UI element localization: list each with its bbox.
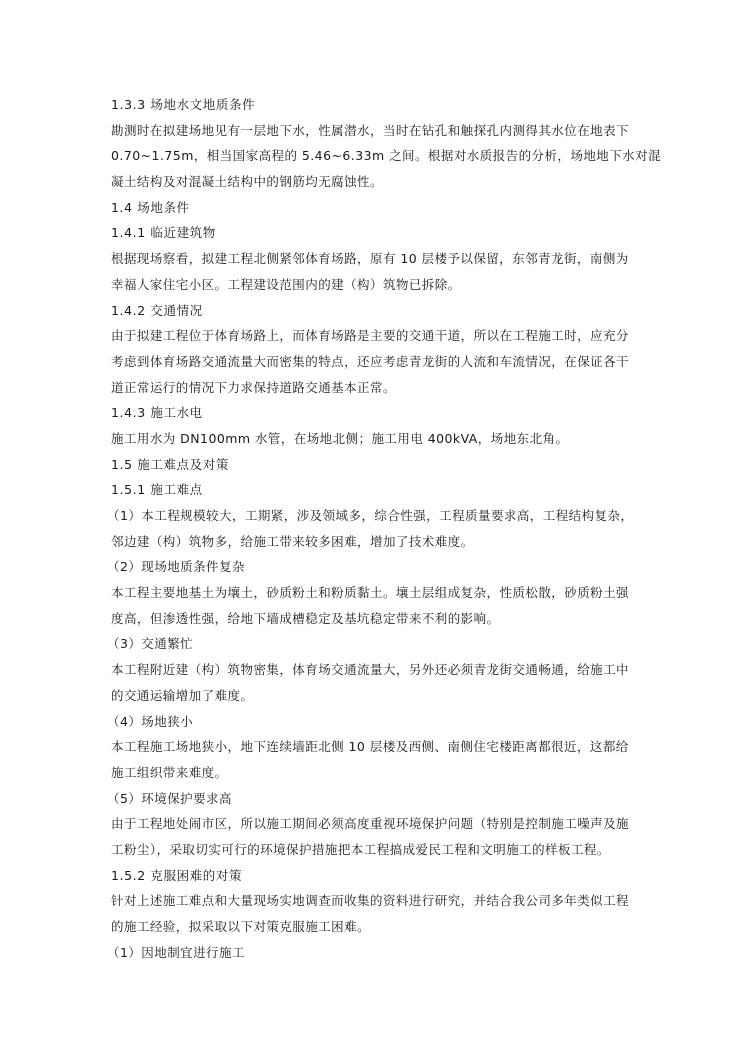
paragraph-line: 道正常运行的情况下力求保持道路交通基本正常。 (111, 379, 396, 395)
paragraph-line: 邻边建（构）筑物多，给施工带来较多困难，增加了技术难度。 (111, 533, 474, 549)
paragraph-line: 幸福人家住宅小区。工程建设范围内的建（构）筑物已拆除。 (111, 276, 461, 292)
paragraph-line: 针对上述施工难点和大量现场实地调查而收集的资料进行研究，并结合我公司多年类似工程 (111, 893, 630, 909)
paragraph-line: 施工组织带来难度。 (111, 764, 228, 780)
section-heading: 1.5.2 克服困难的对策 (111, 867, 243, 883)
section-heading: 1.4.3 施工水电 (111, 405, 203, 421)
paragraph-line: 本工程主要地基土为壤土，砂质粉土和粉质黏土。壤土层组成复杂，性质松散，砂质粉土强 (111, 585, 630, 601)
paragraph-line: 本工程施工场地狭小，地下连续墙距北侧 10 层楼及西侧、南侧住宅楼距离都很近，这都给 (111, 739, 629, 755)
paragraph-line: 凝土结构及对混凝土结构中的钢筋均无腐蚀性。 (111, 174, 383, 190)
paragraph-line: 的施工经验，拟采取以下对策克服施工困难。 (111, 919, 371, 934)
section-heading: 1.5 施工难点及对策 (111, 456, 229, 472)
section-heading: 1.4.2 交通情况 (111, 302, 203, 318)
paragraph-line: 根据现场察看，拟建工程北侧紧邻体育场路，原有 10 层楼予以保留，东邻青龙街，南侧为 (111, 251, 629, 267)
numbered-item: （1）因地制宜进行施工 (107, 944, 245, 960)
paragraph-line: 勘测时在拟建场地见有一层地下水，性属潜水，当时在钻孔和触探孔内测得其水位在地表下 (111, 122, 630, 138)
paragraph-line: 工粉尘），采取切实可行的环境保护措施把本工程搞成爱民工程和文明施工的样板工程。 (111, 841, 610, 857)
paragraph-line: 由于工程地处闹市区，所以施工期间必须高度重视环境保护问题（特别是控制施工噪声及施 (111, 816, 630, 832)
numbered-item: （5）环境保护要求高 (107, 790, 232, 806)
numbered-item: （1）本工程规模较大，工期紧，涉及领域多，综合性强，工程质量要求高，工程结构复杂， (107, 508, 634, 523)
section-heading: 1.4.1 临近建筑物 (111, 225, 216, 241)
numbered-item: （4）场地狭小 (107, 713, 194, 729)
section-heading: 1.4 场地条件 (111, 199, 190, 215)
paragraph-line: 本工程附近建（构）筑物密集，体育场交通流量大，另外还必须青龙街交通畅通，给施工中 (111, 662, 630, 678)
paragraph-line: 0.70~1.75m，相当国家高程的 5.46~6.33m 之间。根据对水质报告的分析，场地地下水对混 (111, 148, 662, 164)
numbered-item: （3）交通繁忙 (107, 636, 194, 652)
paragraph-line: 施工用水为 DN100mm 水管，在场地北侧；施工用电 400kVA，场地东北角。 (111, 430, 569, 446)
paragraph-line: 的交通运输增加了难度。 (111, 687, 254, 703)
paragraph-line: 考虑到体育场路交通流量大而密集的特点，还应考虑青龙街的人流和车流情况，在保证各干 (111, 353, 630, 369)
paragraph-line: 由于拟建工程位于体育场路上，而体育场路是主要的交通干道，所以在工程施工时，应充分 (111, 328, 630, 344)
document-body (107, 92, 662, 965)
section-heading: 1.3.3 场地水文地质条件 (111, 97, 256, 112)
section-heading: 1.5.1 施工难点 (111, 482, 203, 498)
numbered-item: （2）现场地质条件复杂 (107, 559, 245, 575)
paragraph-line: 度高，但渗透性强，给地下墙成槽稳定及基坑稳定带来不利的影响。 (111, 610, 500, 626)
